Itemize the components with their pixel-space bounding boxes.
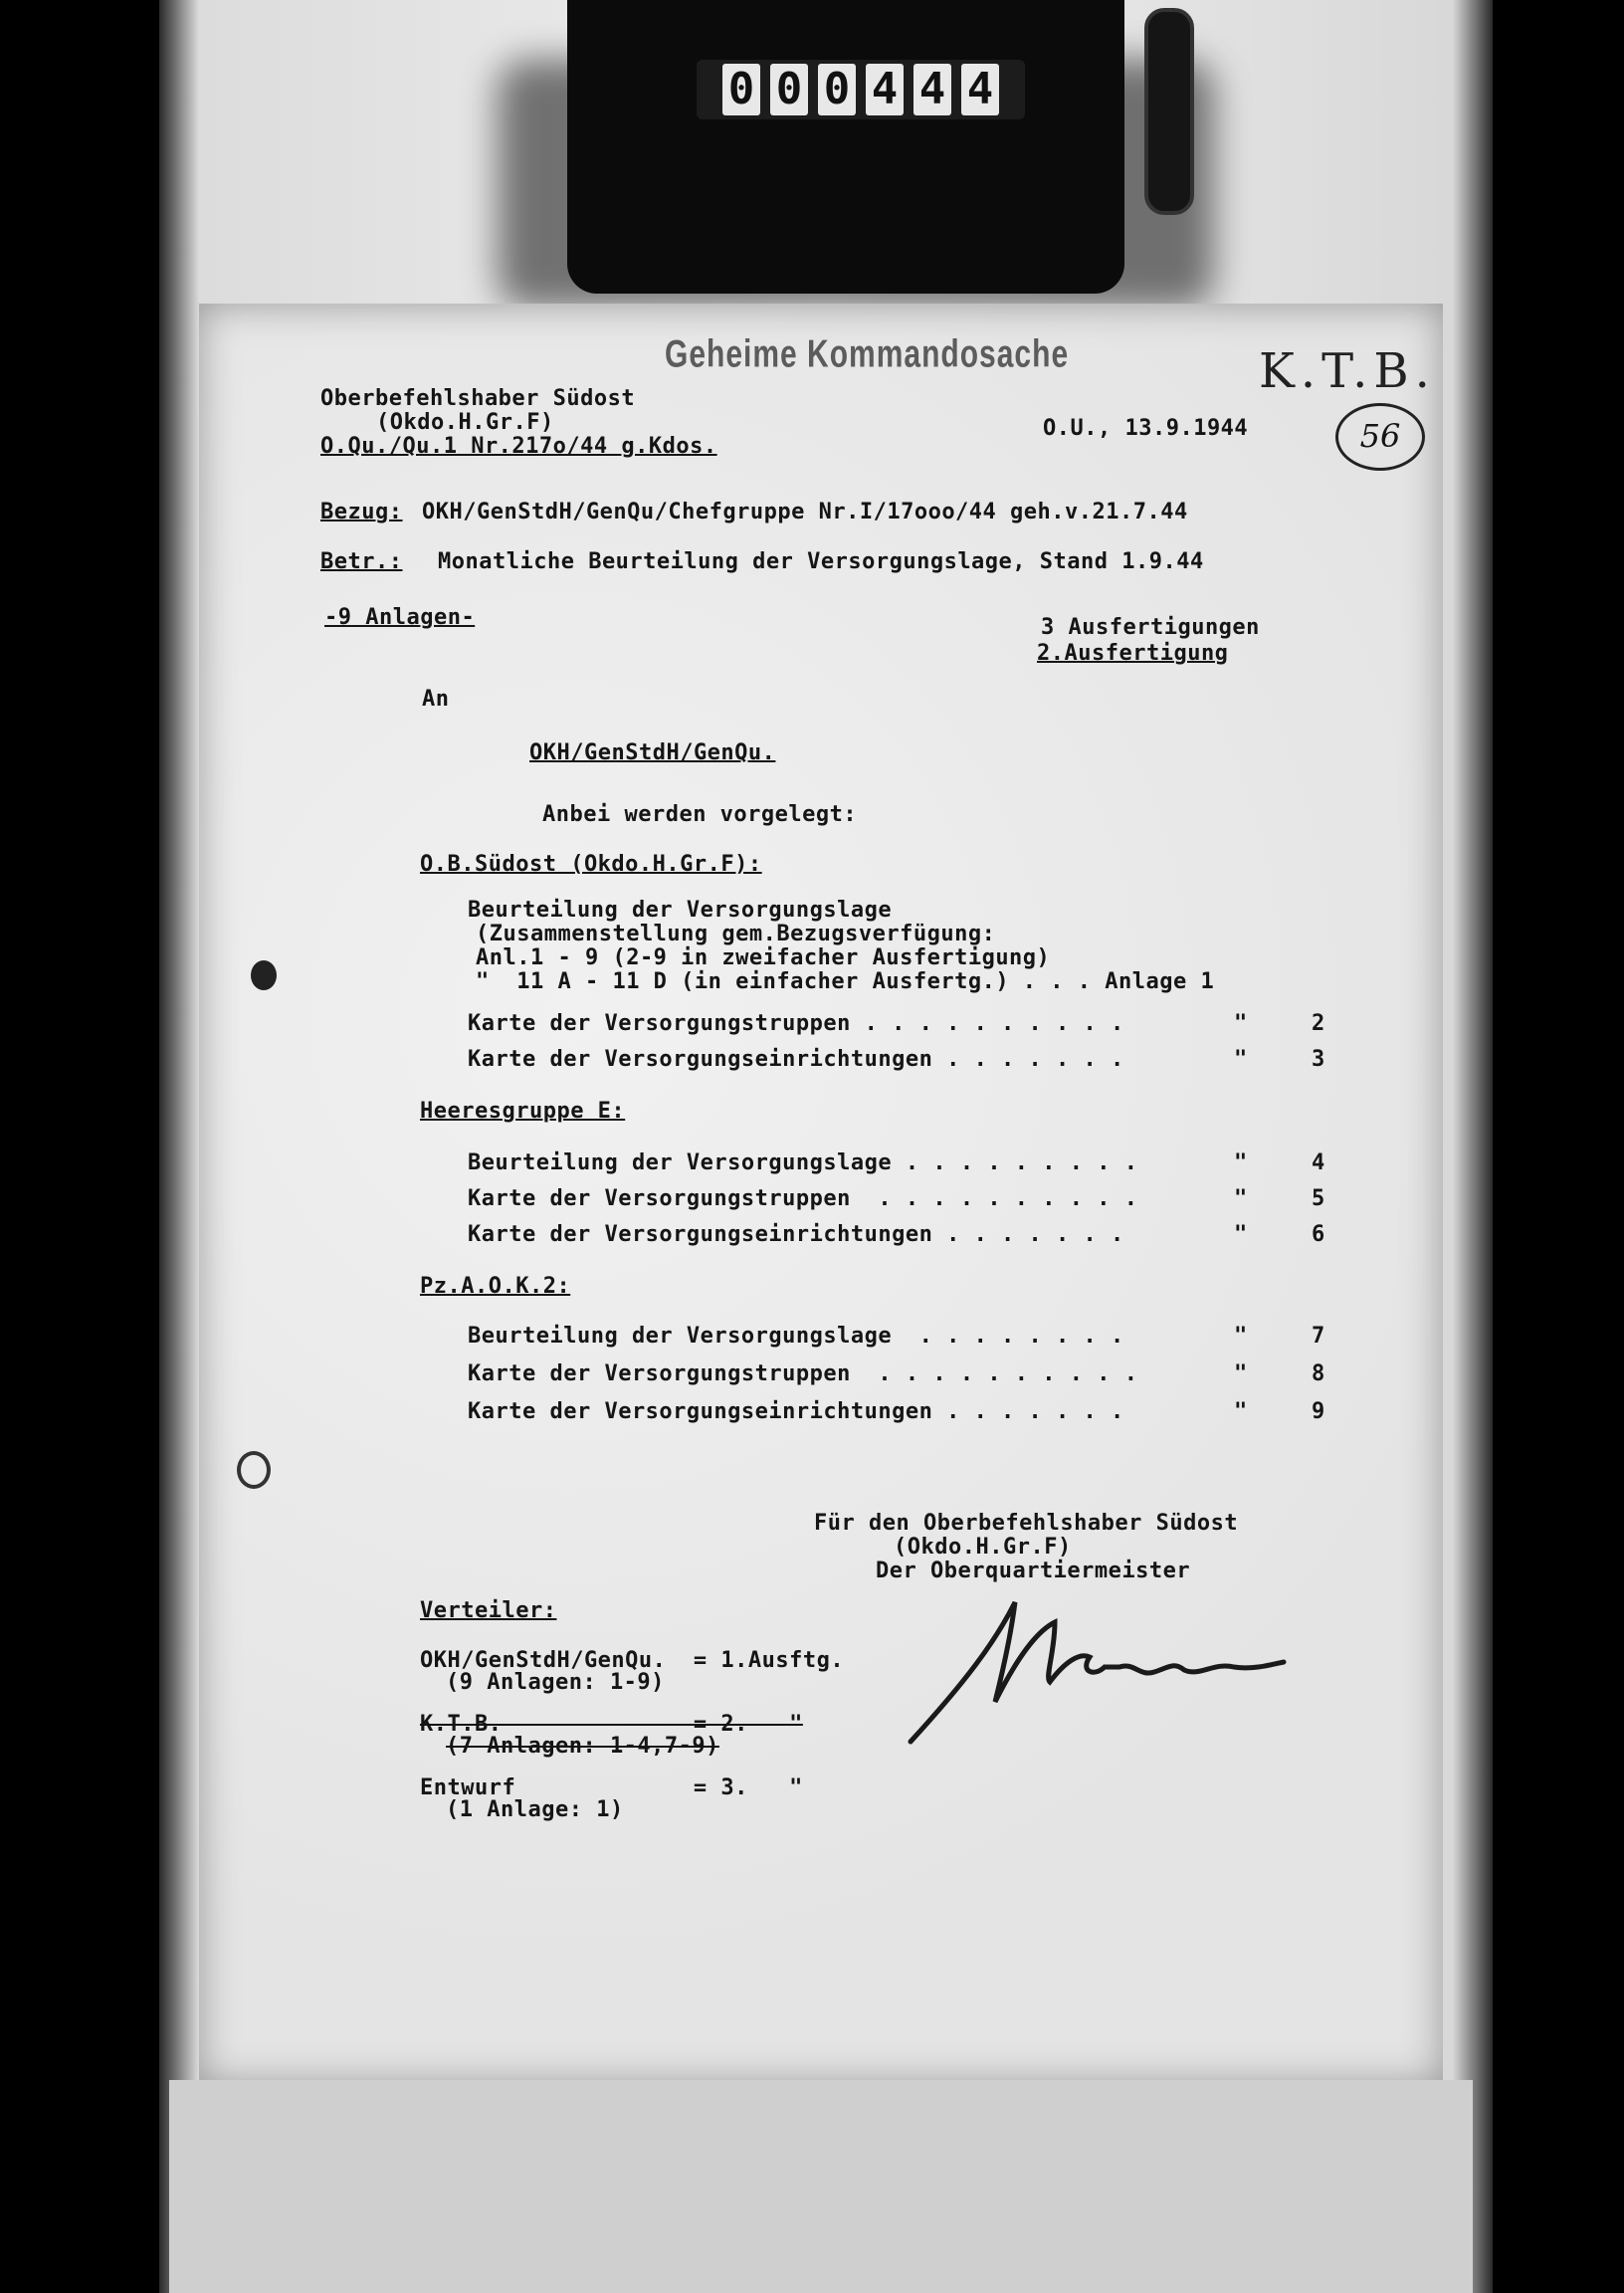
sec1-line: " 11 A - 11 D (in einfacher Ausfertg.) . . . Anlage 1 — [476, 969, 1215, 994]
counter-digit: 4 — [961, 64, 999, 115]
counter-knob-icon — [1144, 8, 1194, 215]
handwritten-ktb: K.T.B. — [1259, 343, 1436, 399]
copies-total: 3 Ausfertigungen — [1041, 615, 1260, 640]
list-item: Karte der Versorgungseinrichtungen . . . . . . . — [468, 1399, 1124, 1424]
section-heading: Pz.A.O.K.2: — [420, 1274, 571, 1299]
list-item: Karte der Versorgungseinrichtungen . . . . . . . — [468, 1222, 1124, 1247]
ditto-mark: " — [1234, 1399, 1248, 1424]
sec1-line: Beurteilung der Versorgungslage — [468, 898, 893, 923]
ditto-mark: " — [1234, 1150, 1248, 1175]
place-date: O.U., 13.9.1944 — [1043, 416, 1249, 441]
addressee-an: An — [422, 687, 450, 712]
page-bottom-margin — [169, 2080, 1473, 2293]
ditto-mark: " — [1234, 1011, 1248, 1036]
verteiler-row: Entwurf = 3. " — [420, 1775, 803, 1800]
anlagen-count: -9 Anlagen- — [324, 605, 476, 630]
ditto-mark: " — [1234, 1222, 1248, 1247]
anlage-number: 5 — [1312, 1186, 1325, 1211]
verteiler-heading: Verteiler: — [420, 1598, 557, 1623]
betr-text: Monatliche Beurteilung der Versorgungslage, Stand 1.9.44 — [438, 549, 1204, 574]
sec1-line: (Zusammenstellung gem.Bezugsverfügung: — [476, 922, 996, 946]
punch-hole-icon — [251, 960, 277, 990]
sec1-line: Anl.1 - 9 (2-9 in zweifacher Ausfertigung) — [476, 945, 1051, 970]
verteiler-row: K.T.B. = 2. " — [420, 1712, 803, 1737]
anlage-number: 3 — [1312, 1047, 1325, 1072]
anlage-number: 6 — [1312, 1222, 1325, 1247]
anlage-number: 4 — [1312, 1150, 1325, 1175]
counter-digit: 0 — [818, 64, 856, 115]
classification-stamp: Geheime Kommandosache — [665, 332, 1070, 376]
frame-counter-window — [697, 60, 1025, 119]
counter-digit: 0 — [770, 64, 808, 115]
verteiler-row: OKH/GenStdH/GenQu. = 1.Ausftg. — [420, 1648, 845, 1673]
signature-block-line: Für den Oberbefehlshaber Südost — [814, 1511, 1239, 1536]
ditto-mark: " — [1234, 1186, 1248, 1211]
anlage-number: 2 — [1312, 1011, 1325, 1036]
list-item: Beurteilung der Versorgungslage . . . . . . . . . — [468, 1150, 1138, 1175]
counter-digit: 4 — [914, 64, 951, 115]
punch-hole-icon — [237, 1451, 271, 1489]
copy-number: 2.Ausfertigung — [1037, 641, 1229, 666]
intro-text: Anbei werden vorgelegt: — [542, 802, 858, 827]
sender-subline: (Okdo.H.Gr.F) — [376, 410, 554, 435]
counter-digit: 4 — [866, 64, 904, 115]
anlage-number: 7 — [1312, 1324, 1325, 1349]
ditto-mark: " — [1234, 1047, 1248, 1072]
betr-label: Betr.: — [320, 549, 403, 574]
signature-block-line: (Okdo.H.Gr.F) — [894, 1535, 1072, 1560]
section-heading: O.B.Südost (Okdo.H.Gr.F): — [420, 852, 762, 877]
ditto-mark: " — [1234, 1361, 1248, 1386]
verteiler-row-detail: (1 Anlage: 1) — [446, 1797, 624, 1822]
reference-number: O.Qu./Qu.1 Nr.217o/44 g.Kdos. — [320, 434, 717, 459]
anlage-number: 9 — [1312, 1399, 1325, 1424]
anlage-number: 8 — [1312, 1361, 1325, 1386]
folio-number: 56 — [1335, 403, 1425, 471]
frame-counter-device — [567, 0, 1124, 294]
list-item: Karte der Versorgungseinrichtungen . . . . . . . — [468, 1047, 1124, 1072]
handwritten-signature-icon — [906, 1582, 1304, 1752]
bezug-text: OKH/GenStdH/GenQu/Chefgruppe Nr.I/17ooo/44 geh.v.21.7.44 — [422, 500, 1188, 524]
list-item: Beurteilung der Versorgungslage . . . . . . . . — [468, 1324, 1124, 1349]
ditto-mark: " — [1234, 1324, 1248, 1349]
bezug-label: Bezug: — [320, 500, 403, 524]
addressee-org: OKH/GenStdH/GenQu. — [529, 740, 776, 765]
counter-digit: 0 — [722, 64, 760, 115]
section-heading: Heeresgruppe E: — [420, 1099, 626, 1124]
verteiler-row-detail: (7 Anlagen: 1-4,7-9) — [446, 1734, 719, 1759]
list-item: Karte der Versorgungstruppen . . . . . . . . . . — [468, 1361, 1138, 1386]
list-item: Karte der Versorgungstruppen . . . . . . . . . . — [468, 1186, 1138, 1211]
sender-line: Oberbefehlshaber Südost — [320, 386, 636, 411]
verteiler-row-detail: (9 Anlagen: 1-9) — [446, 1670, 665, 1695]
list-item: Karte der Versorgungstruppen . . . . . . . . . . — [468, 1011, 1124, 1036]
signature-block-line: Der Oberquartiermeister — [876, 1559, 1191, 1583]
